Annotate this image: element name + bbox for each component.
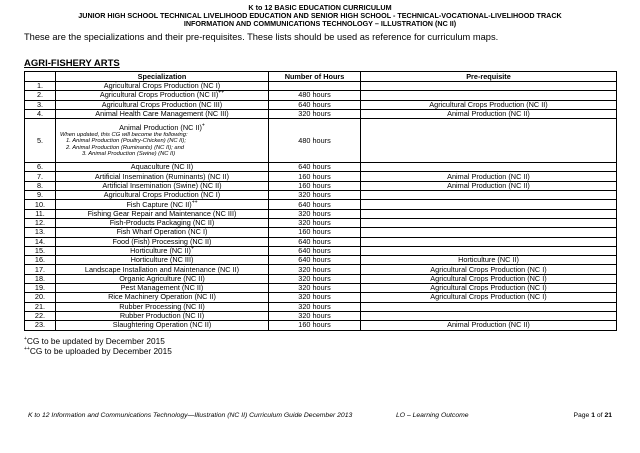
table-header-row bbox=[25, 72, 617, 82]
footnote-marker: + bbox=[201, 122, 205, 129]
intro-paragraph: These are the specializations and their pre-requisites. These lists should be used as reference for curriculum maps. bbox=[24, 32, 499, 42]
footnote-1 bbox=[24, 337, 165, 346]
row-specialization bbox=[56, 82, 269, 91]
row-hours: 320 hours bbox=[269, 109, 361, 118]
footer-doc-title: K to 12 Information and Communications Technology—Illustration (NC II) Curriculum Guide December 2013 bbox=[28, 412, 353, 419]
row-number: 17. bbox=[25, 265, 56, 274]
doc-header-line2: JUNIOR HIGH SCHOOL TECHNICAL LIVELIHOOD EDUCATION AND SENIOR HIGH SCHOOL - TECHNICAL-VOCATIONAL-LIVELIHOOD TRACK bbox=[78, 11, 562, 20]
row-specialization bbox=[56, 311, 269, 320]
row-specialization bbox=[56, 293, 269, 302]
row-prerequisite: Animal Production (NC II) bbox=[361, 109, 617, 118]
row-hours bbox=[269, 82, 361, 91]
row-number: 23. bbox=[25, 321, 56, 330]
row-prerequisite: Animal Production (NC II) bbox=[361, 321, 617, 330]
table-row bbox=[25, 218, 617, 227]
footer-legend: LO – Learning Outcome bbox=[396, 412, 469, 419]
row-prerequisite bbox=[361, 82, 617, 91]
row-hours: 640 hours bbox=[269, 100, 361, 109]
specialization-name: Fish Wharf Operation (NC I) bbox=[116, 227, 208, 237]
row-hours: 320 hours bbox=[269, 209, 361, 218]
page-current: 1 bbox=[591, 412, 595, 419]
row-prerequisite: Agricultural Crops Production (NC I) bbox=[361, 265, 617, 274]
doc-header-line3: INFORMATION AND COMMUNICATIONS TECHNOLOGY – ILLUSTRATION (NC II) bbox=[183, 19, 457, 28]
row-hours: 160 hours bbox=[269, 228, 361, 237]
footnote-marker: ++ bbox=[191, 199, 198, 206]
specialization-name: Landscape Installation and Maintenance (NC II) bbox=[84, 264, 240, 274]
row-number: 6. bbox=[25, 163, 56, 172]
row-prerequisite bbox=[361, 200, 617, 209]
row-hours: 160 hours bbox=[269, 181, 361, 190]
row-hours: 640 hours bbox=[269, 163, 361, 172]
row-prerequisite: Animal Production (NC II) bbox=[361, 181, 617, 190]
specialization-name: Rubber Production (NC II) bbox=[119, 311, 205, 321]
table-row bbox=[25, 91, 617, 100]
specialization-name: Agricultural Crops Production (NC I) bbox=[103, 81, 221, 91]
table-row bbox=[25, 172, 617, 181]
table-row bbox=[25, 274, 617, 283]
specialization-table bbox=[24, 71, 617, 331]
specialization-name: Horticulture (NC II) bbox=[130, 246, 191, 255]
col-header-prerequisite: Pre-requisite bbox=[361, 72, 617, 82]
row-specialization bbox=[56, 200, 269, 209]
row-specialization bbox=[56, 228, 269, 237]
table-row bbox=[25, 100, 617, 109]
row-hours: 320 hours bbox=[269, 284, 361, 293]
table-row bbox=[25, 109, 617, 118]
row-prerequisite: Agricultural Crops Production (NC II) bbox=[361, 100, 617, 109]
col-header-hours: Number of Hours bbox=[269, 72, 361, 82]
row-number: 18. bbox=[25, 274, 56, 283]
row-number: 5. bbox=[25, 119, 56, 163]
row-specialization bbox=[56, 256, 269, 265]
table-body bbox=[25, 82, 617, 331]
row-number: 16. bbox=[25, 256, 56, 265]
row-hours: 640 hours bbox=[269, 237, 361, 246]
row-specialization bbox=[56, 119, 269, 163]
table-row bbox=[25, 181, 617, 190]
row-hours: 160 hours bbox=[269, 172, 361, 181]
row-prerequisite bbox=[361, 246, 617, 255]
row-hours: 640 hours bbox=[269, 246, 361, 255]
row-prerequisite bbox=[361, 191, 617, 200]
row-hours: 320 hours bbox=[269, 274, 361, 283]
table-row bbox=[25, 265, 617, 274]
table-row bbox=[25, 228, 617, 237]
specialization-name: Agricultural Crops Production (NC I) bbox=[103, 190, 221, 200]
row-number: 4. bbox=[25, 109, 56, 118]
row-specialization bbox=[56, 109, 269, 118]
footnote-1-mark: + bbox=[24, 336, 27, 343]
row-number: 9. bbox=[25, 191, 56, 200]
specialization-name: Slaughtering Operation (NC II) bbox=[112, 320, 212, 330]
col-header-specialization: Specialization bbox=[56, 72, 269, 82]
note-item: 2. Animal Production (Ruminants) (NC II); and bbox=[66, 144, 185, 151]
row-specialization bbox=[56, 302, 269, 311]
table-row bbox=[25, 82, 617, 91]
table-row bbox=[25, 284, 617, 293]
row-prerequisite bbox=[361, 91, 617, 100]
row-number: 1. bbox=[25, 82, 56, 91]
row-hours: 160 hours bbox=[269, 321, 361, 330]
row-hours: 480 hours bbox=[269, 119, 361, 163]
row-prerequisite bbox=[361, 209, 617, 218]
row-number: 10. bbox=[25, 200, 56, 209]
row-number: 19. bbox=[25, 284, 56, 293]
specialization-name: Fishing Gear Repair and Maintenance (NC III) bbox=[87, 209, 237, 218]
row-specialization bbox=[56, 246, 269, 255]
table-row bbox=[25, 209, 617, 218]
note-item: 3. Animal Production (Swine) (NC II) bbox=[82, 151, 176, 158]
row-specialization bbox=[56, 321, 269, 330]
row-number: 12. bbox=[25, 218, 56, 227]
row-prerequisite bbox=[361, 163, 617, 172]
table-row bbox=[25, 321, 617, 330]
footnote-2-mark: ++ bbox=[24, 346, 30, 353]
row-prerequisite: Animal Production (NC II) bbox=[361, 172, 617, 181]
row-prerequisite bbox=[361, 218, 617, 227]
note-intro: When updated, this CG will become the following: bbox=[60, 131, 188, 138]
section-title: AGRI-FISHERY ARTS bbox=[24, 58, 120, 69]
row-number: 14. bbox=[25, 237, 56, 246]
row-hours: 640 hours bbox=[269, 256, 361, 265]
specialization-name: Artificial Insemination (Swine) (NC II) bbox=[102, 181, 222, 190]
row-specialization bbox=[56, 265, 269, 274]
page-label: Page bbox=[573, 412, 592, 419]
specialization-name: Agricultural Crops Production (NC III) bbox=[101, 100, 223, 109]
doc-header-line1: K to 12 BASIC EDUCATION CURRICULUM bbox=[248, 3, 392, 12]
row-prerequisite: Agricultural Crops Production (NC I) bbox=[361, 293, 617, 302]
footnote-marker: + bbox=[190, 246, 194, 252]
specialization-name: Horticulture (NC III) bbox=[130, 255, 194, 265]
row-number: 13. bbox=[25, 228, 56, 237]
table-row bbox=[25, 256, 617, 265]
row-hours: 320 hours bbox=[269, 302, 361, 311]
table-row bbox=[25, 237, 617, 246]
specialization-name: Animal Production (NC II) bbox=[119, 122, 202, 132]
table-row bbox=[25, 246, 617, 255]
specialization-name: Animal Health Care Management (NC III) bbox=[95, 109, 229, 119]
row-specialization bbox=[56, 274, 269, 283]
table-row bbox=[25, 191, 617, 200]
footnote-2-text: CG to be uploaded by December 2015 bbox=[29, 346, 172, 356]
row-specialization bbox=[56, 218, 269, 227]
specialization-name: Aquaculture (NC II) bbox=[130, 162, 194, 172]
row-specialization bbox=[56, 100, 269, 109]
table-row bbox=[25, 119, 617, 163]
specialization-name: Rice Machinery Operation (NC II) bbox=[108, 292, 216, 302]
page-number bbox=[573, 412, 612, 419]
table-row bbox=[25, 163, 617, 172]
row-number: 7. bbox=[25, 172, 56, 181]
specialization-name: Artificial Insemination (Ruminants) (NC II) bbox=[94, 171, 230, 181]
page-total: 21 bbox=[604, 412, 612, 419]
footnote-1-text: CG to be updated by December 2015 bbox=[26, 336, 165, 346]
footnote-marker: ++ bbox=[218, 90, 225, 97]
row-prerequisite bbox=[361, 311, 617, 320]
row-prerequisite: Agricultural Crops Production (NC I) bbox=[361, 274, 617, 283]
row-specialization bbox=[56, 191, 269, 200]
row-specialization bbox=[56, 172, 269, 181]
row-number: 2. bbox=[25, 91, 56, 100]
row-specialization bbox=[56, 209, 269, 218]
page-of: of bbox=[594, 412, 605, 419]
row-hours: 320 hours bbox=[269, 191, 361, 200]
row-number: 3. bbox=[25, 100, 56, 109]
row-hours: 640 hours bbox=[269, 200, 361, 209]
row-prerequisite bbox=[361, 302, 617, 311]
table-row bbox=[25, 293, 617, 302]
row-number: 11. bbox=[25, 209, 56, 218]
specialization-name: Pest Management (NC II) bbox=[120, 283, 204, 293]
table-row bbox=[25, 200, 617, 209]
row-number: 21. bbox=[25, 302, 56, 311]
row-hours: 480 hours bbox=[269, 91, 361, 100]
row-prerequisite bbox=[361, 237, 617, 246]
footnote-2 bbox=[24, 347, 172, 356]
row-hours: 320 hours bbox=[269, 293, 361, 302]
row-prerequisite bbox=[361, 228, 617, 237]
specialization-name: Food (Fish) Processing (NC II) bbox=[112, 237, 212, 246]
specialization-name: Fish Capture (NC II) bbox=[126, 199, 192, 209]
row-number: 22. bbox=[25, 311, 56, 320]
row-prerequisite: Agricultural Crops Production (NC I) bbox=[361, 284, 617, 293]
specialization-name: Organic Agriculture (NC II) bbox=[119, 274, 205, 283]
row-number: 8. bbox=[25, 181, 56, 190]
row-specialization bbox=[56, 237, 269, 246]
row-prerequisite bbox=[361, 119, 617, 163]
table-row bbox=[25, 311, 617, 320]
specialization-name: Fish-Products Packaging (NC II) bbox=[109, 218, 215, 228]
row-specialization bbox=[56, 181, 269, 190]
table-row bbox=[25, 302, 617, 311]
note-item: 1. Animal Production (Poultry-Chicken) (NC II); bbox=[66, 138, 186, 145]
row-specialization bbox=[56, 91, 269, 100]
row-hours: 320 hours bbox=[269, 265, 361, 274]
row-prerequisite: Horticulture (NC II) bbox=[361, 256, 617, 265]
row-hours: 320 hours bbox=[269, 218, 361, 227]
row-number: 15. bbox=[25, 246, 56, 255]
row-specialization bbox=[56, 284, 269, 293]
specialization-name: Rubber Processing (NC II) bbox=[119, 302, 205, 311]
specialization-name: Agricultural Crops Production (NC II) bbox=[99, 90, 219, 100]
row-number: 20. bbox=[25, 293, 56, 302]
row-specialization bbox=[56, 163, 269, 172]
col-header-number bbox=[25, 72, 56, 82]
row-hours: 320 hours bbox=[269, 311, 361, 320]
